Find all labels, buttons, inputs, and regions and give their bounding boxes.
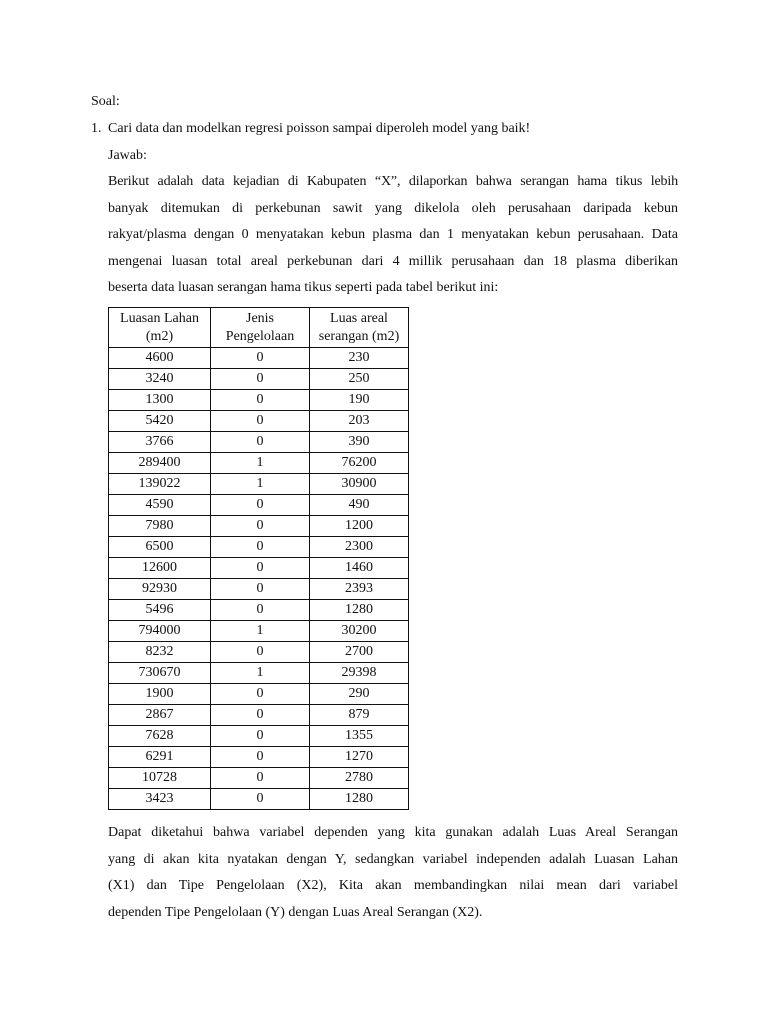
cell-jenis-pengelolaan: 0 bbox=[211, 705, 310, 726]
cell-luasan-lahan: 1900 bbox=[109, 684, 211, 705]
conclusion-line: (X1) dan Tipe Pengelolaan (X2), Kita akan membandingkan nilai mean dari variabel bbox=[108, 878, 678, 893]
cell-jenis-pengelolaan: 0 bbox=[211, 348, 310, 369]
cell-luasan-lahan: 730670 bbox=[109, 663, 211, 684]
intro-line: beserta data luasan serangan hama tikus seperti pada tabel berikut ini: bbox=[108, 280, 499, 295]
cell-luasan-lahan: 1300 bbox=[109, 390, 211, 411]
cell-luasan-lahan: 2867 bbox=[109, 705, 211, 726]
cell-luas-serangan: 290 bbox=[310, 684, 409, 705]
table-header-row bbox=[109, 308, 409, 348]
cell-luas-serangan: 1270 bbox=[310, 747, 409, 768]
conclusion-line: Dapat diketahui bahwa variabel dependen yang kita gunakan adalah Luas Areal Serangan bbox=[108, 825, 678, 840]
cell-luas-serangan: 29398 bbox=[310, 663, 409, 684]
table-row bbox=[109, 600, 409, 621]
cell-luasan-lahan: 3240 bbox=[109, 369, 211, 390]
cell-jenis-pengelolaan: 0 bbox=[211, 579, 310, 600]
header-text: Luasan Lahan bbox=[120, 310, 199, 326]
header-luas-areal-serangan bbox=[310, 308, 409, 348]
cell-luasan-lahan: 6500 bbox=[109, 537, 211, 558]
cell-jenis-pengelolaan: 1 bbox=[211, 453, 310, 474]
table-row bbox=[109, 411, 409, 432]
table-row bbox=[109, 705, 409, 726]
header-text: Pengelolaan bbox=[225, 328, 295, 344]
cell-luas-serangan: 30200 bbox=[310, 621, 409, 642]
table-row bbox=[109, 558, 409, 579]
header-text: serangan (m2) bbox=[318, 328, 400, 344]
cell-luas-serangan: 490 bbox=[310, 495, 409, 516]
header-jenis-pengelolaan bbox=[211, 308, 310, 348]
cell-luas-serangan: 230 bbox=[310, 348, 409, 369]
cell-luas-serangan: 250 bbox=[310, 369, 409, 390]
cell-luas-serangan: 203 bbox=[310, 411, 409, 432]
table-row bbox=[109, 369, 409, 390]
header-luasan-lahan bbox=[109, 308, 211, 348]
table-row bbox=[109, 642, 409, 663]
cell-jenis-pengelolaan: 0 bbox=[211, 558, 310, 579]
cell-luas-serangan: 1280 bbox=[310, 789, 409, 810]
cell-luasan-lahan: 12600 bbox=[109, 558, 211, 579]
cell-jenis-pengelolaan: 0 bbox=[211, 747, 310, 768]
cell-luasan-lahan: 5496 bbox=[109, 600, 211, 621]
cell-luasan-lahan: 92930 bbox=[109, 579, 211, 600]
cell-jenis-pengelolaan: 0 bbox=[211, 411, 310, 432]
cell-jenis-pengelolaan: 1 bbox=[211, 621, 310, 642]
cell-luasan-lahan: 4590 bbox=[109, 495, 211, 516]
table-row bbox=[109, 789, 409, 810]
header-text: Jenis bbox=[246, 310, 274, 326]
table-row bbox=[109, 495, 409, 516]
intro-line: banyak ditemukan di perkebunan sawit yang dikelola oleh perusahaan daripada kebun bbox=[108, 200, 678, 216]
cell-luasan-lahan: 8232 bbox=[109, 642, 211, 663]
cell-luas-serangan: 190 bbox=[310, 390, 409, 411]
data-table bbox=[108, 307, 409, 810]
question-item bbox=[91, 120, 691, 138]
cell-luasan-lahan: 10728 bbox=[109, 768, 211, 789]
intro-line: mengenai luasan total areal perkebunan dari 4 millik perusahaan dan 18 plasma diberikan bbox=[108, 253, 678, 269]
cell-luas-serangan: 1200 bbox=[310, 516, 409, 537]
cell-jenis-pengelolaan: 0 bbox=[211, 537, 310, 558]
cell-jenis-pengelolaan: 0 bbox=[211, 684, 310, 705]
cell-jenis-pengelolaan: 0 bbox=[211, 768, 310, 789]
cell-luas-serangan: 1460 bbox=[310, 558, 409, 579]
cell-luas-serangan: 76200 bbox=[310, 453, 409, 474]
cell-luas-serangan: 2393 bbox=[310, 579, 409, 600]
cell-luas-serangan: 30900 bbox=[310, 474, 409, 495]
table-row bbox=[109, 348, 409, 369]
cell-luas-serangan: 2700 bbox=[310, 642, 409, 663]
table-row bbox=[109, 390, 409, 411]
cell-jenis-pengelolaan: 0 bbox=[211, 369, 310, 390]
table-row bbox=[109, 432, 409, 453]
header-text: (m2) bbox=[145, 328, 174, 344]
intro-paragraph bbox=[108, 169, 678, 302]
cell-luasan-lahan: 289400 bbox=[109, 453, 211, 474]
cell-jenis-pengelolaan: 0 bbox=[211, 789, 310, 810]
intro-line: Berikut adalah data kejadian di Kabupaten “X”, dilaporkan bahwa serangan hama tikus lebih bbox=[108, 174, 678, 189]
cell-jenis-pengelolaan: 0 bbox=[211, 495, 310, 516]
cell-luasan-lahan: 4600 bbox=[109, 348, 211, 369]
table-row bbox=[109, 453, 409, 474]
table-row bbox=[109, 663, 409, 684]
cell-luasan-lahan: 6291 bbox=[109, 747, 211, 768]
cell-luas-serangan: 390 bbox=[310, 432, 409, 453]
cell-luasan-lahan: 3423 bbox=[109, 789, 211, 810]
cell-jenis-pengelolaan: 1 bbox=[211, 663, 310, 684]
cell-luasan-lahan: 7980 bbox=[109, 516, 211, 537]
cell-jenis-pengelolaan: 0 bbox=[211, 642, 310, 663]
cell-jenis-pengelolaan: 0 bbox=[211, 432, 310, 453]
cell-jenis-pengelolaan: 0 bbox=[211, 390, 310, 411]
cell-jenis-pengelolaan: 0 bbox=[211, 516, 310, 537]
conclusion-line: dependen Tipe Pengelolaan (Y) dengan Luas Areal Serangan (X2). bbox=[108, 904, 483, 920]
cell-luasan-lahan: 139022 bbox=[109, 474, 211, 495]
conclusion-line: yang di akan kita nyatakan dengan Y, sedangkan variabel independen adalah Luasan Lahan bbox=[108, 851, 678, 867]
table-row bbox=[109, 579, 409, 600]
cell-luasan-lahan: 5420 bbox=[109, 411, 211, 432]
table-row bbox=[109, 747, 409, 768]
header-text: Luas areal bbox=[330, 310, 388, 326]
question-text: Cari data dan modelkan regresi poisson sampai diperoleh model yang baik! bbox=[108, 121, 531, 136]
cell-luasan-lahan: 3766 bbox=[109, 432, 211, 453]
table-row bbox=[109, 537, 409, 558]
table-row bbox=[109, 726, 409, 747]
soal-label: Soal: bbox=[91, 94, 120, 109]
table-row bbox=[109, 474, 409, 495]
table-row bbox=[109, 516, 409, 537]
cell-luas-serangan: 2780 bbox=[310, 768, 409, 789]
cell-luasan-lahan: 794000 bbox=[109, 621, 211, 642]
jawab-label: Jawab: bbox=[108, 148, 147, 163]
question-number: 1. bbox=[91, 121, 102, 136]
cell-luas-serangan: 1355 bbox=[310, 726, 409, 747]
cell-luasan-lahan: 7628 bbox=[109, 726, 211, 747]
table-row bbox=[109, 621, 409, 642]
cell-jenis-pengelolaan: 1 bbox=[211, 474, 310, 495]
cell-luas-serangan: 2300 bbox=[310, 537, 409, 558]
cell-jenis-pengelolaan: 0 bbox=[211, 600, 310, 621]
intro-line: rakyat/plasma dengan 0 menyatakan kebun plasma dan 1 menyatakan kebun perusahaan. Data bbox=[108, 227, 678, 242]
table-body bbox=[109, 348, 409, 810]
cell-luas-serangan: 879 bbox=[310, 705, 409, 726]
cell-jenis-pengelolaan: 0 bbox=[211, 726, 310, 747]
conclusion-paragraph bbox=[108, 820, 678, 926]
table-row bbox=[109, 684, 409, 705]
table-row bbox=[109, 768, 409, 789]
cell-luas-serangan: 1280 bbox=[310, 600, 409, 621]
